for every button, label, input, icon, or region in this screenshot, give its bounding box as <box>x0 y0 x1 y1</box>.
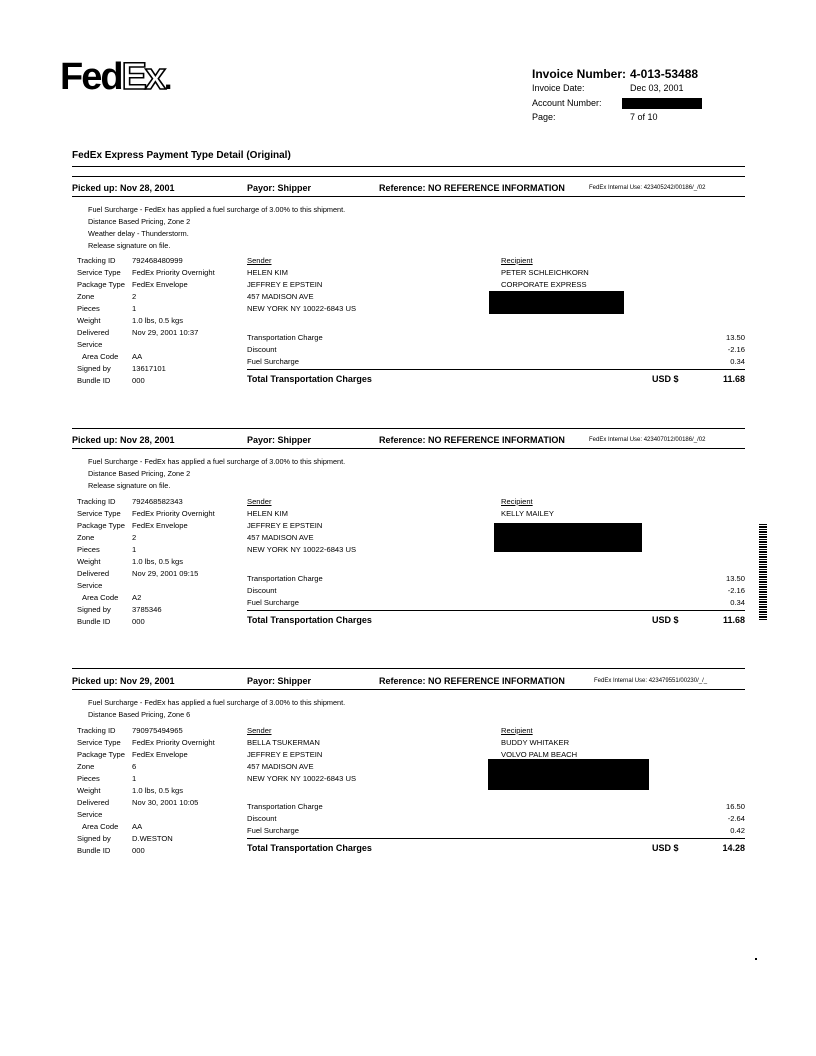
sender-line: HELEN KIM <box>247 268 288 277</box>
total-label: Total Transportation Charges <box>247 615 372 625</box>
charge-label: Discount <box>247 345 277 354</box>
internal-use: FedEx Internal Use: 423405242/00186/_/02 <box>589 185 706 191</box>
logo-dot: . <box>164 63 171 96</box>
shipment-note: Release signature on file. <box>88 481 171 490</box>
sender-heading: Sender <box>247 726 272 735</box>
charge-label: Transportation Charge <box>247 574 323 583</box>
field-label: Service Type <box>77 509 121 518</box>
charge-label: Fuel Surcharge <box>247 826 299 835</box>
total-label: Total Transportation Charges <box>247 374 372 384</box>
recipient-line: CORPORATE EXPRESS <box>501 280 587 289</box>
field-label: Delivered <box>77 328 110 337</box>
bundle-id: 000 <box>132 846 145 855</box>
zone: 6 <box>132 762 137 771</box>
field-label: Bundle ID <box>77 846 111 855</box>
signed-by: 3785346 <box>132 605 162 614</box>
reference: Reference: NO REFERENCE INFORMATION <box>379 435 565 445</box>
invoice-date: Dec 03, 2001 <box>630 83 684 93</box>
field-label: Package Type <box>77 280 125 289</box>
charge-label: Fuel Surcharge <box>247 357 299 366</box>
shipment-block <box>72 428 745 633</box>
logo-fed: Fed <box>60 56 122 98</box>
package-type: FedEx Envelope <box>132 521 188 530</box>
sender-line: JEFFREY E EPSTEIN <box>247 280 323 289</box>
sender-line: 457 MADISON AVE <box>247 533 314 542</box>
charge-amount: -2.64 <box>727 814 745 823</box>
bundle-id: 000 <box>132 617 145 626</box>
account-number-redaction <box>622 98 702 109</box>
delivered: Nov 30, 2001 10:05 <box>132 798 199 807</box>
total-currency: USD $ <box>652 374 679 384</box>
service-type: FedEx Priority Overnight <box>132 509 215 518</box>
invoice-date-label: Invoice Date: <box>532 83 585 93</box>
invoice-number: 4-013-53488 <box>630 67 699 81</box>
recipient-redaction <box>489 291 624 314</box>
weight: 1.0 lbs, 0.5 kgs <box>132 557 184 566</box>
package-type: FedEx Envelope <box>132 280 188 289</box>
pieces: 1 <box>132 545 137 554</box>
charge-amount: 0.34 <box>730 598 745 607</box>
field-label: Area Code <box>82 822 119 831</box>
field-label: Area Code <box>82 593 119 602</box>
shipment-block <box>72 668 745 860</box>
total-currency: USD $ <box>652 615 679 625</box>
sender-line: JEFFREY E EPSTEIN <box>247 750 323 759</box>
charge-amount: 0.42 <box>730 826 745 835</box>
field-label: Service Type <box>77 738 121 747</box>
weight: 1.0 lbs, 0.5 kgs <box>132 316 184 325</box>
sender-line: JEFFREY E EPSTEIN <box>247 521 323 530</box>
charge-amount: -2.16 <box>727 586 745 595</box>
field-label: Bundle ID <box>77 617 111 626</box>
weight: 1.0 lbs, 0.5 kgs <box>132 786 184 795</box>
sender-line: NEW YORK NY 10022-6843 US <box>247 774 357 783</box>
delivered: Nov 29, 2001 10:37 <box>132 328 199 337</box>
sender-line: BELLA TSUKERMAN <box>247 738 320 747</box>
field-label: Bundle ID <box>77 376 111 385</box>
recipient-line: KELLY MAILEY <box>501 509 554 518</box>
side-barcode <box>759 524 767 620</box>
shipment-block <box>72 176 745 391</box>
sender-line: 457 MADISON AVE <box>247 762 314 771</box>
shipment-note: Distance Based Pricing, Zone 2 <box>88 469 191 478</box>
recipient-heading: Recipient <box>501 726 533 735</box>
service-type: FedEx Priority Overnight <box>132 268 215 277</box>
shipment-top-rule <box>72 668 745 669</box>
total-amount: 14.28 <box>722 843 745 853</box>
field-label: Pieces <box>77 304 100 313</box>
package-type: FedEx Envelope <box>132 750 188 759</box>
field-label: Service <box>77 581 103 590</box>
reference: Reference: NO REFERENCE INFORMATION <box>379 183 565 193</box>
signed-by: 13617101 <box>132 364 166 373</box>
total-amount: 11.68 <box>722 374 745 384</box>
pieces: 1 <box>132 774 137 783</box>
delivered: Nov 29, 2001 09:15 <box>132 569 199 578</box>
field-label: Signed by <box>77 605 111 614</box>
sender-line: NEW YORK NY 10022-6843 US <box>247 545 357 554</box>
charge-label: Transportation Charge <box>247 802 323 811</box>
fedex-logo <box>60 58 170 96</box>
field-label: Tracking ID <box>77 726 116 735</box>
payor: Payor: Shipper <box>247 435 312 445</box>
total-rule <box>247 610 745 611</box>
invoice-number-label: Invoice Number: <box>532 67 627 81</box>
recipient-redaction <box>494 523 642 552</box>
total-currency: USD $ <box>652 843 679 853</box>
charge-amount: 13.50 <box>725 333 745 342</box>
sender-heading: Sender <box>247 497 272 506</box>
field-label: Signed by <box>77 364 111 373</box>
logo-ex: Ex <box>121 56 165 98</box>
charge-amount: -2.16 <box>727 345 745 354</box>
area-code: AA <box>132 822 143 831</box>
charge-label: Discount <box>247 586 277 595</box>
page-number: 7 of 10 <box>630 112 658 122</box>
field-label: Package Type <box>77 521 125 530</box>
field-label: Service <box>77 810 103 819</box>
total-amount: 11.68 <box>722 615 745 625</box>
field-label: Delivered <box>77 569 110 578</box>
recipient-heading: Recipient <box>501 256 533 265</box>
pieces: 1 <box>132 304 137 313</box>
field-label: Signed by <box>77 834 111 843</box>
internal-use: FedEx Internal Use: 423479551/00230/_/_ <box>594 678 708 684</box>
zone: 2 <box>132 533 137 542</box>
tracking-id: 792468480999 <box>132 256 183 265</box>
shipment-header-rule <box>72 448 745 449</box>
signed-by: D.WESTON <box>132 834 173 843</box>
tracking-id: 792468582343 <box>132 497 183 506</box>
internal-use: FedEx Internal Use: 423407012/00186/_/02 <box>589 437 706 443</box>
field-label: Service Type <box>77 268 121 277</box>
shipment-note: Fuel Surcharge - FedEx has applied a fuel surcharge of 3.00% to this shipment. <box>88 457 346 466</box>
account-number-label: Account Number: <box>532 98 602 108</box>
field-label: Weight <box>77 786 101 795</box>
bundle-id: 000 <box>132 376 145 385</box>
picked-up: Picked up: Nov 29, 2001 <box>72 676 175 686</box>
service-type: FedEx Priority Overnight <box>132 738 215 747</box>
recipient-line: PETER SCHLEICHKORN <box>501 268 589 277</box>
field-label: Tracking ID <box>77 497 116 506</box>
title-rule <box>72 166 745 167</box>
shipment-top-rule <box>72 428 745 429</box>
charge-amount: 16.50 <box>725 802 745 811</box>
sender-heading: Sender <box>247 256 272 265</box>
recipient-heading: Recipient <box>501 497 533 506</box>
field-label: Zone <box>77 762 95 771</box>
recipient-redaction <box>488 759 649 790</box>
area-code: AA <box>132 352 143 361</box>
recipient-line: BUDDY WHITAKER <box>501 738 570 747</box>
sender-line: 457 MADISON AVE <box>247 292 314 301</box>
charge-amount: 0.34 <box>730 357 745 366</box>
shipment-top-rule <box>72 176 745 177</box>
total-rule <box>247 838 745 839</box>
reference: Reference: NO REFERENCE INFORMATION <box>379 676 565 686</box>
sender-line: HELEN KIM <box>247 509 288 518</box>
field-label: Area Code <box>82 352 119 361</box>
field-label: Delivered <box>77 798 110 807</box>
shipment-note: Fuel Surcharge - FedEx has applied a fuel surcharge of 3.00% to this shipment. <box>88 698 346 707</box>
total-label: Total Transportation Charges <box>247 843 372 853</box>
total-rule <box>247 369 745 370</box>
shipment-note: Distance Based Pricing, Zone 2 <box>88 217 191 226</box>
field-label: Pieces <box>77 774 100 783</box>
field-label: Pieces <box>77 545 100 554</box>
charge-label: Transportation Charge <box>247 333 323 342</box>
field-label: Tracking ID <box>77 256 116 265</box>
area-code: A2 <box>132 593 142 602</box>
shipment-note: Fuel Surcharge - FedEx has applied a fuel surcharge of 3.00% to this shipment. <box>88 205 346 214</box>
field-label: Zone <box>77 533 95 542</box>
recipient-line: VOLVO PALM BEACH <box>501 750 578 759</box>
charge-label: Discount <box>247 814 277 823</box>
charge-amount: 13.50 <box>725 574 745 583</box>
field-label: Service <box>77 340 103 349</box>
shipment-header-rule <box>72 689 745 690</box>
zone: 2 <box>132 292 137 301</box>
shipment-note: Release signature on file. <box>88 241 171 250</box>
shipment-header-rule <box>72 196 745 197</box>
shipment-note: Distance Based Pricing, Zone 6 <box>88 710 191 719</box>
page-title: FedEx Express Payment Type Detail (Original) <box>72 150 291 161</box>
picked-up: Picked up: Nov 28, 2001 <box>72 435 175 445</box>
payor: Payor: Shipper <box>247 183 312 193</box>
page-label: Page: <box>532 112 556 122</box>
charge-label: Fuel Surcharge <box>247 598 299 607</box>
field-label: Package Type <box>77 750 125 759</box>
payor: Payor: Shipper <box>247 676 312 686</box>
sender-line: NEW YORK NY 10022-6843 US <box>247 304 357 313</box>
tracking-id: 790975494965 <box>132 726 183 735</box>
picked-up: Picked up: Nov 28, 2001 <box>72 183 175 193</box>
field-label: Weight <box>77 557 101 566</box>
shipment-note: Weather delay - Thunderstorm. <box>88 229 189 238</box>
field-label: Zone <box>77 292 95 301</box>
page-mark <box>755 958 757 960</box>
field-label: Weight <box>77 316 101 325</box>
